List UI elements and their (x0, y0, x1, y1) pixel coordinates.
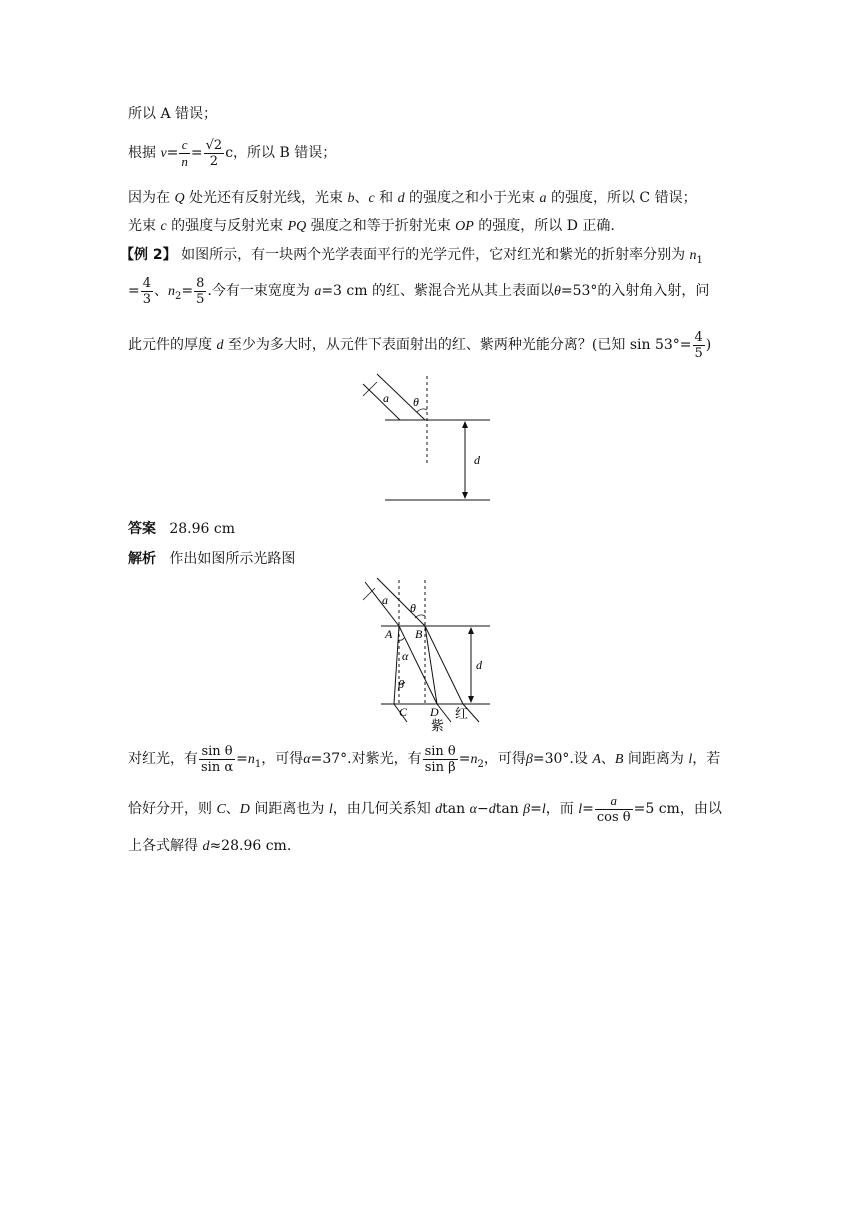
fig1-label-theta: θ (413, 395, 419, 409)
text-line-3: 因为在 Q 处光还有反射光线，光束 b、c 和 d 的强度之和小于光束 a 的强度，所以 C 错误； (128, 190, 697, 206)
solution-line-1: 对红光，有 $\frac{\text{sin θ}}{\text{sin α}}$ $=n_1$，可得α=37°.对紫光，有 $\frac{\text{sin θ}}{\text{sin β}}$ $=n_2$，可得β=30°.设 A、B 间距离为 l，若 (128, 743, 721, 775)
solution-line-3: 上各式解得 d≈28.96 cm. (128, 838, 292, 854)
fig2-label-C: C (399, 705, 408, 719)
text-line-4: 光束 c 的强度与反射光束 PQ 强度之和等于折射光束 OP 的强度，所以 D 正确. (128, 218, 615, 234)
fig2-label-purple: 紫 (431, 718, 445, 733)
fig2-label-d: d (476, 658, 482, 672)
answer-label: 答案 (128, 521, 156, 537)
fig2-label-beta: β (398, 677, 404, 691)
analysis-line: 解析 作出如图所示光路图 (128, 551, 296, 567)
fig2-label-red: 红 (455, 706, 469, 721)
example-label: 【例 2】 (120, 247, 177, 263)
fig2-label-alpha: α (402, 649, 409, 663)
text-line-2: 根据 v= $\frac{c}{n}$ = $\frac{√2}{2}$ c，所以 B 错误； (128, 136, 337, 169)
fig2-label-B: B (415, 627, 423, 641)
fig2-label-A: A (385, 627, 393, 641)
example-line-3: 此元件的厚度 d 至少为多大时，从元件下表面射出的红、紫两种光能分离？(已知 sin 53°= $\frac{4}{5}$ ) (128, 329, 712, 361)
fig2-label-theta: θ (410, 601, 416, 615)
answer-line (128, 519, 235, 539)
fig1-label-a: a (383, 391, 389, 405)
text-line-1: 所以 A 错误； (128, 106, 218, 122)
figure-2-light-path (355, 576, 495, 734)
solution-line-2: 恰好分开，则 C、D 间距离也为 l，由几何关系知 dtan α−dtan β=l，而 l= $\frac{a}{\text{cos θ}}$ =5 cm，由以 (128, 793, 722, 825)
analysis-label: 解析 (128, 551, 156, 567)
answer-value: 28.96 cm (169, 521, 236, 537)
figure-1-optical-element (355, 372, 495, 506)
example-line-1: 【例 2】 如图所示，有一块两个光学表面平行的光学元件，它对红光和紫光的折射率分别为 $n_1$ (120, 247, 703, 266)
fig1-label-d: d (474, 453, 480, 467)
fig2-label-a: a (382, 593, 388, 607)
example-line-2: = $\frac{4}{3}$ 、$n_2=$ $\frac{8}{5}$ .今有一束宽度为 a=3 cm 的红、紫混合光从其上表面以θ=53°的入射角入射，问 (128, 275, 710, 307)
fig2-label-D: D (430, 705, 439, 719)
